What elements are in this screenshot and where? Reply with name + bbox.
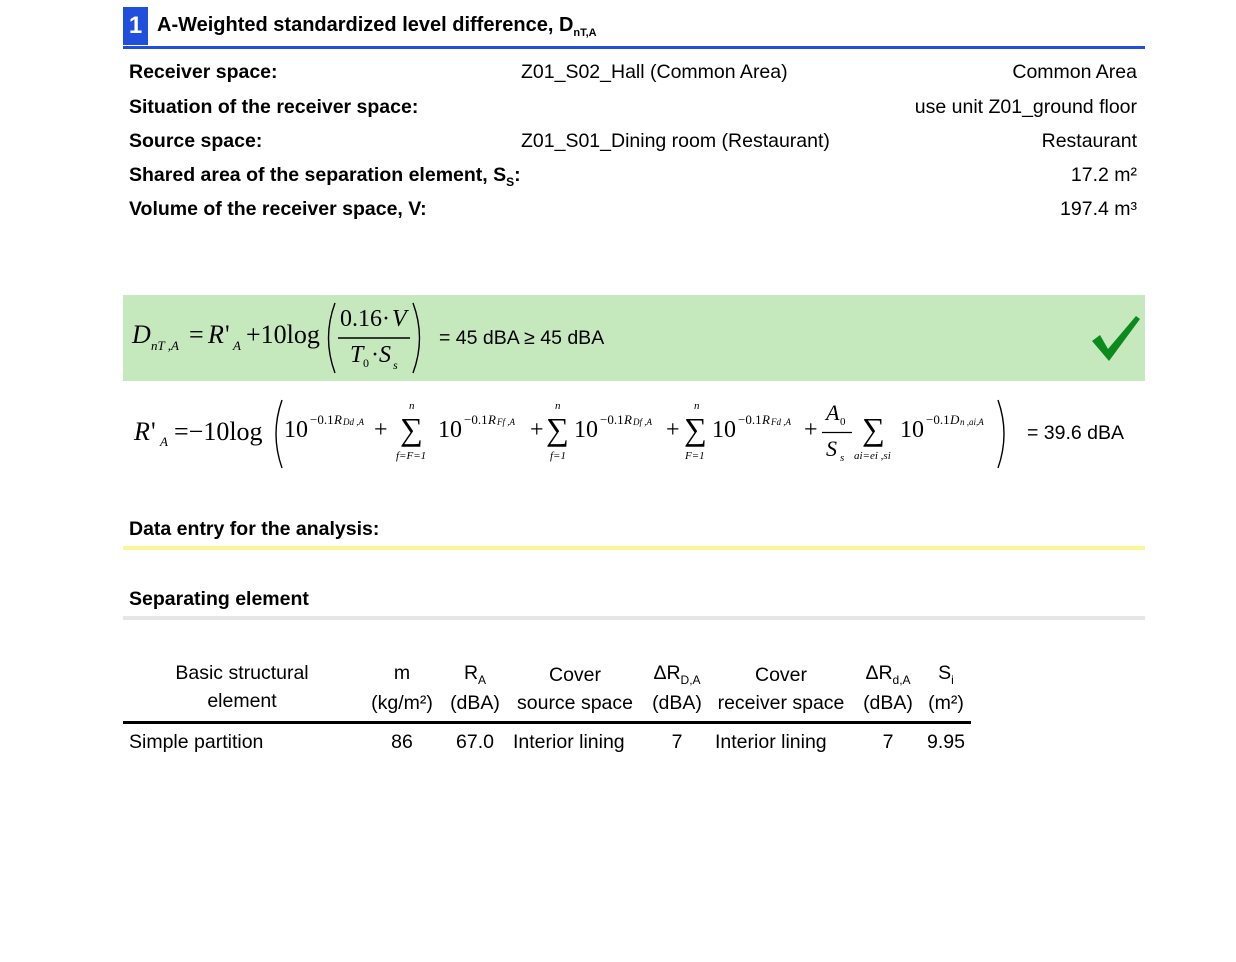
situation-value: use unit Z01_ground floor [914, 96, 1137, 118]
section-number: 1 [123, 7, 148, 45]
header-underline [123, 46, 1145, 49]
table-row-ra: 67.0 [456, 731, 494, 753]
source-space-label: Source space: [129, 130, 263, 152]
formula-dnta: D nT ,A = R ' A +10log 0.16· V T 0 · S s [132, 300, 428, 376]
table-header-rule [123, 721, 971, 724]
col-header-ra: $R_A$ [463, 662, 487, 687]
shared-area-label: Shared area of the separation element, $S_S$: [129, 164, 521, 189]
formula-dnta-result: = 45 dBA ≥ 45 dBA [439, 327, 605, 349]
col-header-drdd: $\Delta R_{d,A}$ [865, 662, 911, 687]
col-header-drd: $\Delta R_{D,A}$ [653, 662, 701, 687]
formula-ra: R ' A =−10log 10 −0.1 R Dd ,A + n ∑ f=F=1 10 −0.1 R Ff ,A + n ∑ f=1 10 −0.1 R Df ,A + n ∑ F=1 10 −0.1 R Fd ,A + A 0 S s ∑ ai=ei ,si 10 −0.1 D n ,ai,A [130, 398, 1015, 470]
table-row-drd: 7 [671, 731, 683, 753]
data-entry-heading: Data entry for the analysis: [129, 518, 380, 540]
volume-label: Volume of the receiver space, V: [129, 198, 427, 220]
table-row-m: 86 [391, 731, 413, 753]
col-header-cover-receiver: Cover [754, 664, 808, 686]
shared-area-value: 17.2 m² [1070, 164, 1137, 186]
data-entry-underline [123, 546, 1145, 550]
col-header-ra-unit: (dBA) [450, 692, 500, 714]
section-title: A-Weighted standardized level difference, $D_{nT,A}$ [157, 14, 597, 39]
volume-value: 197.4 m³ [1060, 198, 1137, 220]
col-header-drd-unit: (dBA) [652, 692, 702, 714]
receiver-space-value: Z01_S02_Hall (Common Area) [521, 61, 788, 83]
table-row-si: 9.95 [927, 731, 965, 753]
col-header-m: m [393, 662, 411, 684]
col-header-si: $S_i$ [938, 662, 954, 687]
separating-element-heading: Separating element [129, 588, 309, 610]
col-header-basic-2: element [207, 690, 277, 712]
table-row-element: Simple partition [129, 731, 264, 753]
col-header-basic: Basic structural [175, 662, 309, 684]
table-row-cover-receiver: Interior lining [715, 731, 827, 753]
col-header-cover-receiver-2: receiver space [717, 692, 845, 714]
col-header-cover-source: Cover [548, 664, 602, 686]
source-space-value: Z01_S01_Dining room (Restaurant) [521, 130, 830, 152]
table-row-drdd: 7 [882, 731, 894, 753]
receiver-space-label: Receiver space: [129, 61, 278, 83]
receiver-space-type: Common Area [1012, 61, 1137, 83]
source-space-type: Restaurant [1041, 130, 1137, 152]
check-icon [1090, 313, 1142, 363]
formula-ra-result: = 39.6 dBA [1027, 422, 1125, 444]
col-header-drdd-unit: (dBA) [863, 692, 913, 714]
col-header-cover-source-2: source space [517, 692, 633, 714]
situation-label: Situation of the receiver space: [129, 96, 419, 118]
col-header-si-unit: (m²) [928, 692, 964, 714]
col-header-m-unit: (kg/m²) [371, 692, 433, 714]
separating-element-underline [123, 616, 1145, 620]
table-row-cover-source: Interior lining [513, 731, 625, 753]
